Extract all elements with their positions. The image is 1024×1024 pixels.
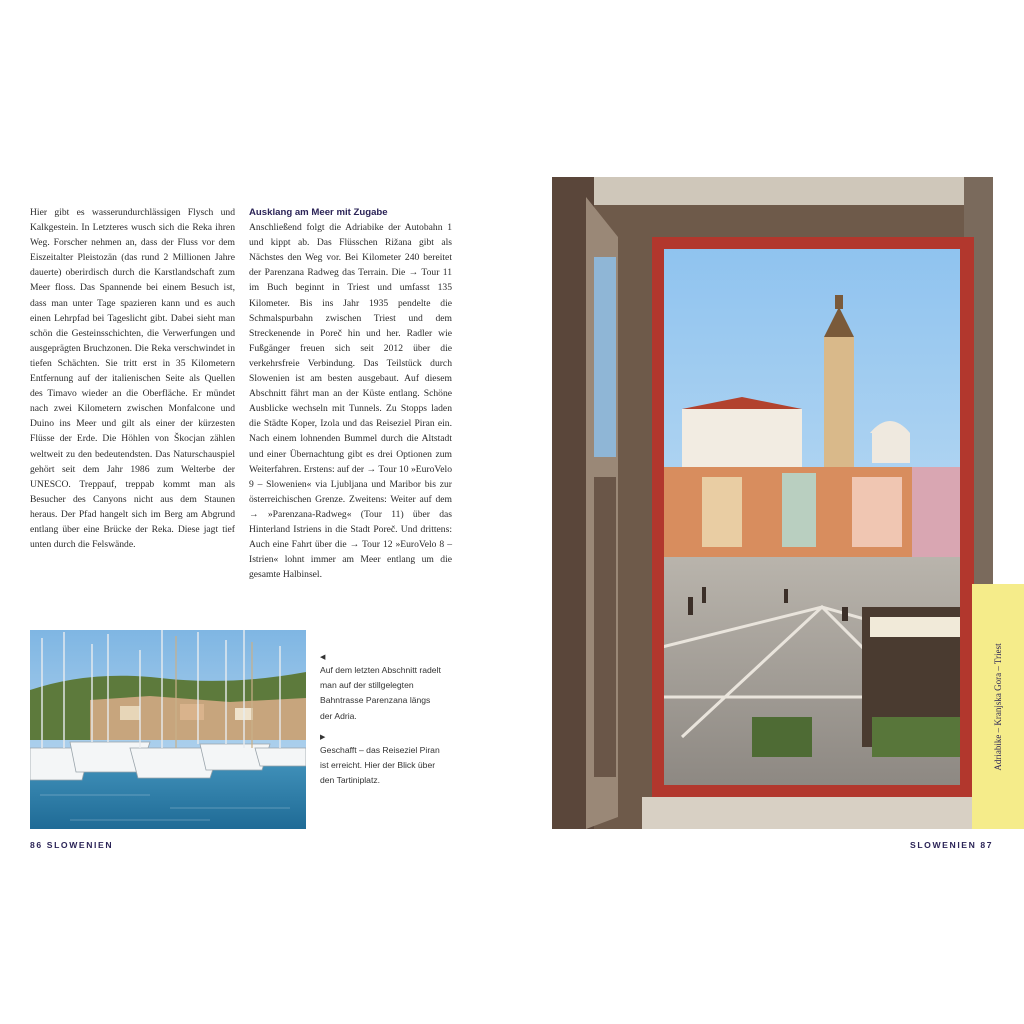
middle-text-column: [249, 205, 452, 582]
caption-text: Auf dem letzten Abschnitt radelt man auf der stillgelegten Bahntrasse Parenzana längs der Adria.: [320, 665, 441, 721]
chapter-side-tab: [972, 584, 1024, 829]
caption-right-photo: [320, 733, 445, 789]
section-heading: Ausklang am Meer mit Zugabe: [249, 207, 388, 218]
piran-window-photo: [552, 177, 993, 829]
left-text-column: [30, 205, 235, 552]
side-tab-label: Adriabike – Kranjska Gora – Triest: [993, 642, 1003, 771]
caption-text: Geschafft – das Reiseziel Piran ist erreicht. Hier der Blick über den Tartiniplatz.: [320, 745, 440, 786]
caption-arrow-right-icon: ▶: [320, 734, 326, 741]
harbor-boats-photo: [30, 630, 306, 829]
footer-left-page-number: 86 SLOWENIEN: [30, 840, 114, 850]
caption-arrow-left-icon: ◀: [320, 654, 326, 661]
caption-left-photo: [320, 653, 445, 724]
middle-paragraph: Anschließend folgt die Adriabike der Autobahn 1 und kippt ab. Das Flüsschen Rižana gibt als Nächstes den Weg vor. Bei Kilometer 240 bereitet der Parenzana Radweg das Terrain. Die → Tour 11 im Buch beginnt in Triest und umfasst 135 Kilometer. Bis ins Jahr 1935 pendelte die Schmalspurbahn zwischen Triest und dem Streckenende in Poreč hin und her. Radler wie Fußgänger freuen sich seit 2012 über die verkehrsfreie Verbindung. Das Teilstück durch Slowenien ist am besten ausgebaut. Auf diesem Abschnitt fährt man an der Küste entlang. Schöne Ausblicke wechseln mit Tunnels. Zu Stopps laden die Städte Koper, Izola und das Reiseziel Piran ein. Nach einem lohnenden Bummel durch die Altstadt und einer Übernachtung gibt es drei Optionen zum Weiterfahren. Erstens: auf der → Tour 10 »EuroVelo 9 – Slowenien« via Ljubljana und Maribor bis zur österreichischen Grenze. Zweitens: Weiter auf dem → »Parenzana-Radweg« (Tour 11) über das Hinterland Istriens in die Stadt Poreč. Und drittens: Auch eine Fahrt über die → Tour 12 »EuroVelo 8 – Istrien« lohnt immer am Meer entlang um die gesamte Halbinsel.: [249, 222, 452, 581]
left-paragraph: Hier gibt es wasserundurchlässigen Flysch und Kalkgestein. In Letzteres wusch sich die Reka ihren Weg. Forscher nehmen an, dass der Fluss vor dem Eiszeitalter Pleistozän (das rund 2 Millionen Jahre dauerte) oberirdisch durch die Karstlandschaft zum Meer floss. Das Spannende bei einem Besuch ist, dass man unter Tage spazieren kann und es auch einen Lehrpfad bei Tageslicht gibt. Dabei sieht man schön die Gesteinsschichten, die Verwerfungen und ausgeprägten Bruchzonen. Die Reka verschwindet in tiefen Schächten. Sie tritt erst in 35 Kilometern Entfernung auf der italienischen Seite als Quellen des Timavo wieder an die Oberfläche. Er mündet nach zwei Kilometern zwischen Monfalcone und Duino ins Meer und gilt als einer der kürzesten Flüsse der Erde. Die Höhlen von Škocjan zählen weltweit zu den bedeutendsten. Das Naturschauspiel gehört seit dem Jahr 1986 zum Welterbe der UNESCO. Treppauf, treppab kommt man als Besucher des Canyons nicht aus dem Staunen heraus. Der Pfad hangelt sich im Berg am Abgrund entlang über eine Brücke der Reka. Diese jagt tief unten durch die Felswände.: [30, 207, 235, 551]
footer-right-page-number: SLOWENIEN 87: [910, 840, 994, 850]
